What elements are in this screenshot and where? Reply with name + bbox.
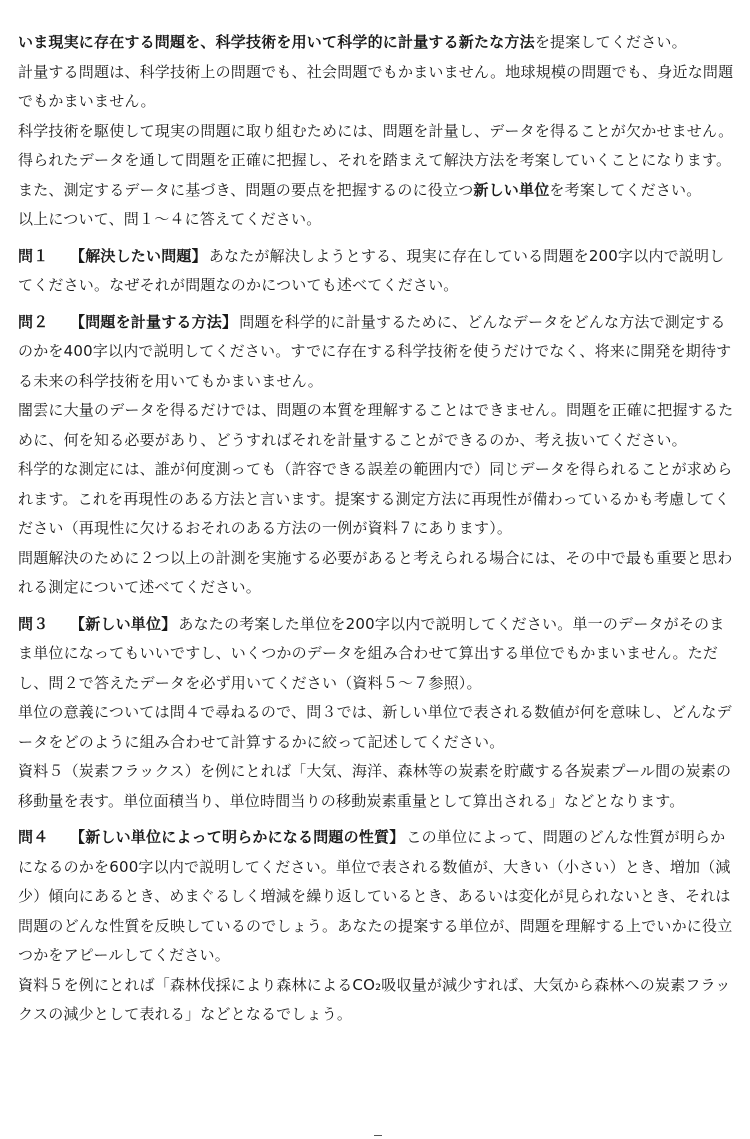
question-3-paragraph-3: 資料５（炭素フラックス）を例にとれば「大気、海洋、森林等の炭素を貯蔵する各炭素プール間の炭素の移動量を表す。単位面積当り、単位時間当りの移動炭素重量として算出される」などとなります。 [18, 762, 732, 810]
question-3-paragraph-2: 単位の意義については問４で尋ねるので、問３では、新しい単位で表される数値が何を意味し、どんなデータをどのように組み合わせて計算するかに絞って記述してください。 [18, 703, 732, 751]
question-2-title: 【問題を計量する方法】 [70, 312, 238, 331]
question-1-text [18, 242, 736, 301]
question-2-paragraph-2: 闇雲に大量のデータを得るだけでは、問題の本質を理解することはできません。問題を正確に把握するために、何を知る必要があり、どうすればそれを計量することができるのか、考え抜いてください。 [18, 401, 734, 449]
question-2-body: 問題を科学的に計量するために、どんなデータをどんな方法で測定するのかを400字以内で説明してください。すでに存在する科学技術を使うだけでなく、将来に開発を期待する未来の科学技術を用いてもかまいません。 [18, 312, 732, 390]
intro-p1-rest: を提案してください。 [534, 33, 687, 51]
question-4-body: この単位によって、問題のどんな性質が明らかになるのかを600字以内で説明してください。単位で表される数値が、大きい（小さい）とき、増加（減少）傾向にあるとき、めまぐるしく増減を繰り返しているとき、あるいは変化が見られないとき、それは問題のどんな性質を反映しているのでしょう。あなたの提案する単位が、問題を理解する上でいかに役立つかをアピールしてください。 [18, 828, 733, 964]
intro-paragraph-2: 計量する問題は、科学技術上の問題でも、社会問題でもかまいません。地球規模の問題でも、身近な問題でもかまいません。 [18, 62, 734, 110]
intro-p4-b: を考案してください。 [549, 180, 702, 199]
intro-section [18, 28, 736, 235]
intro-p4-a: また、測定するデータに基づき、問題の要点を把握するのに役立つ [18, 180, 474, 199]
question-3-text [18, 610, 736, 699]
question-2-number: 問２ [18, 312, 49, 331]
intro-paragraph-3: 科学技術を駆使して現実の問題に取り組むためには、問題を計量し、データを得ることが欠かせません。得られたデータを通して問題を正確に把握し、それを踏まえて解決方法を考案していくことになります。 [18, 121, 734, 169]
question-4-text [18, 823, 736, 971]
question-1-number: 問１ [18, 246, 49, 265]
intro-paragraph-4 [18, 176, 736, 206]
intro-paragraph-5: 以上について、問１～４に答えてください。 [18, 210, 322, 228]
question-3-title: 【新しい単位】 [70, 614, 177, 633]
question-3-body: あなたの考案した単位を200字以内で説明してください。単一のデータがそのまま単位になってもいいですし、いくつかのデータを組み合わせて算出する単位でもかまいません。ただし、問２で答えたデータを必ず用いてください（資料５～７参照）。 [18, 614, 725, 692]
question-4-title: 【新しい単位によって明らかになる問題の性質】 [70, 828, 405, 846]
question-3 [18, 610, 736, 817]
intro-paragraph-1 [18, 28, 736, 58]
question-1-title: 【解決したい問題】 [70, 246, 207, 265]
question-2-paragraph-4: 問題解決のために２つ以上の計測を実施する必要があると考えられる場合には、その中で最も重要と思われる測定について述べてください。 [18, 548, 733, 596]
question-4 [18, 823, 736, 1030]
question-1-body: あなたが解決しようとする、現実に存在している問題を200字以内で説明してください。なぜそれが問題なのかについても述べてください。 [18, 246, 725, 294]
question-4-number: 問４ [18, 828, 49, 846]
question-4-paragraph-2: 資料５を例にとれば「森林伐採により森林によるCO₂吸収量が減少すれば、大気から森林への炭素フラックスの減少として表れる」などとなるでしょう。 [18, 975, 731, 1023]
page-number-mark [374, 1135, 382, 1139]
question-2 [18, 308, 736, 603]
intro-bold-statement: いま現実に存在する問題を、科学技術を用いて科学的に計量する新たな方法 [18, 33, 535, 51]
question-2-paragraph-3: 科学的な測定には、誰が何度測っても（許容できる誤差の範囲内で）同じデータを得られることが求められます。これを再現性のある方法と言います。提案する測定方法に再現性が備わっているかも考慮してください（再現性に欠けるおそれのある方法の一例が資料７にあります）。 [18, 460, 733, 537]
question-2-text [18, 308, 736, 397]
question-3-number: 問３ [18, 614, 49, 633]
question-1 [18, 242, 736, 301]
intro-new-unit-bold: 新しい単位 [473, 180, 550, 199]
